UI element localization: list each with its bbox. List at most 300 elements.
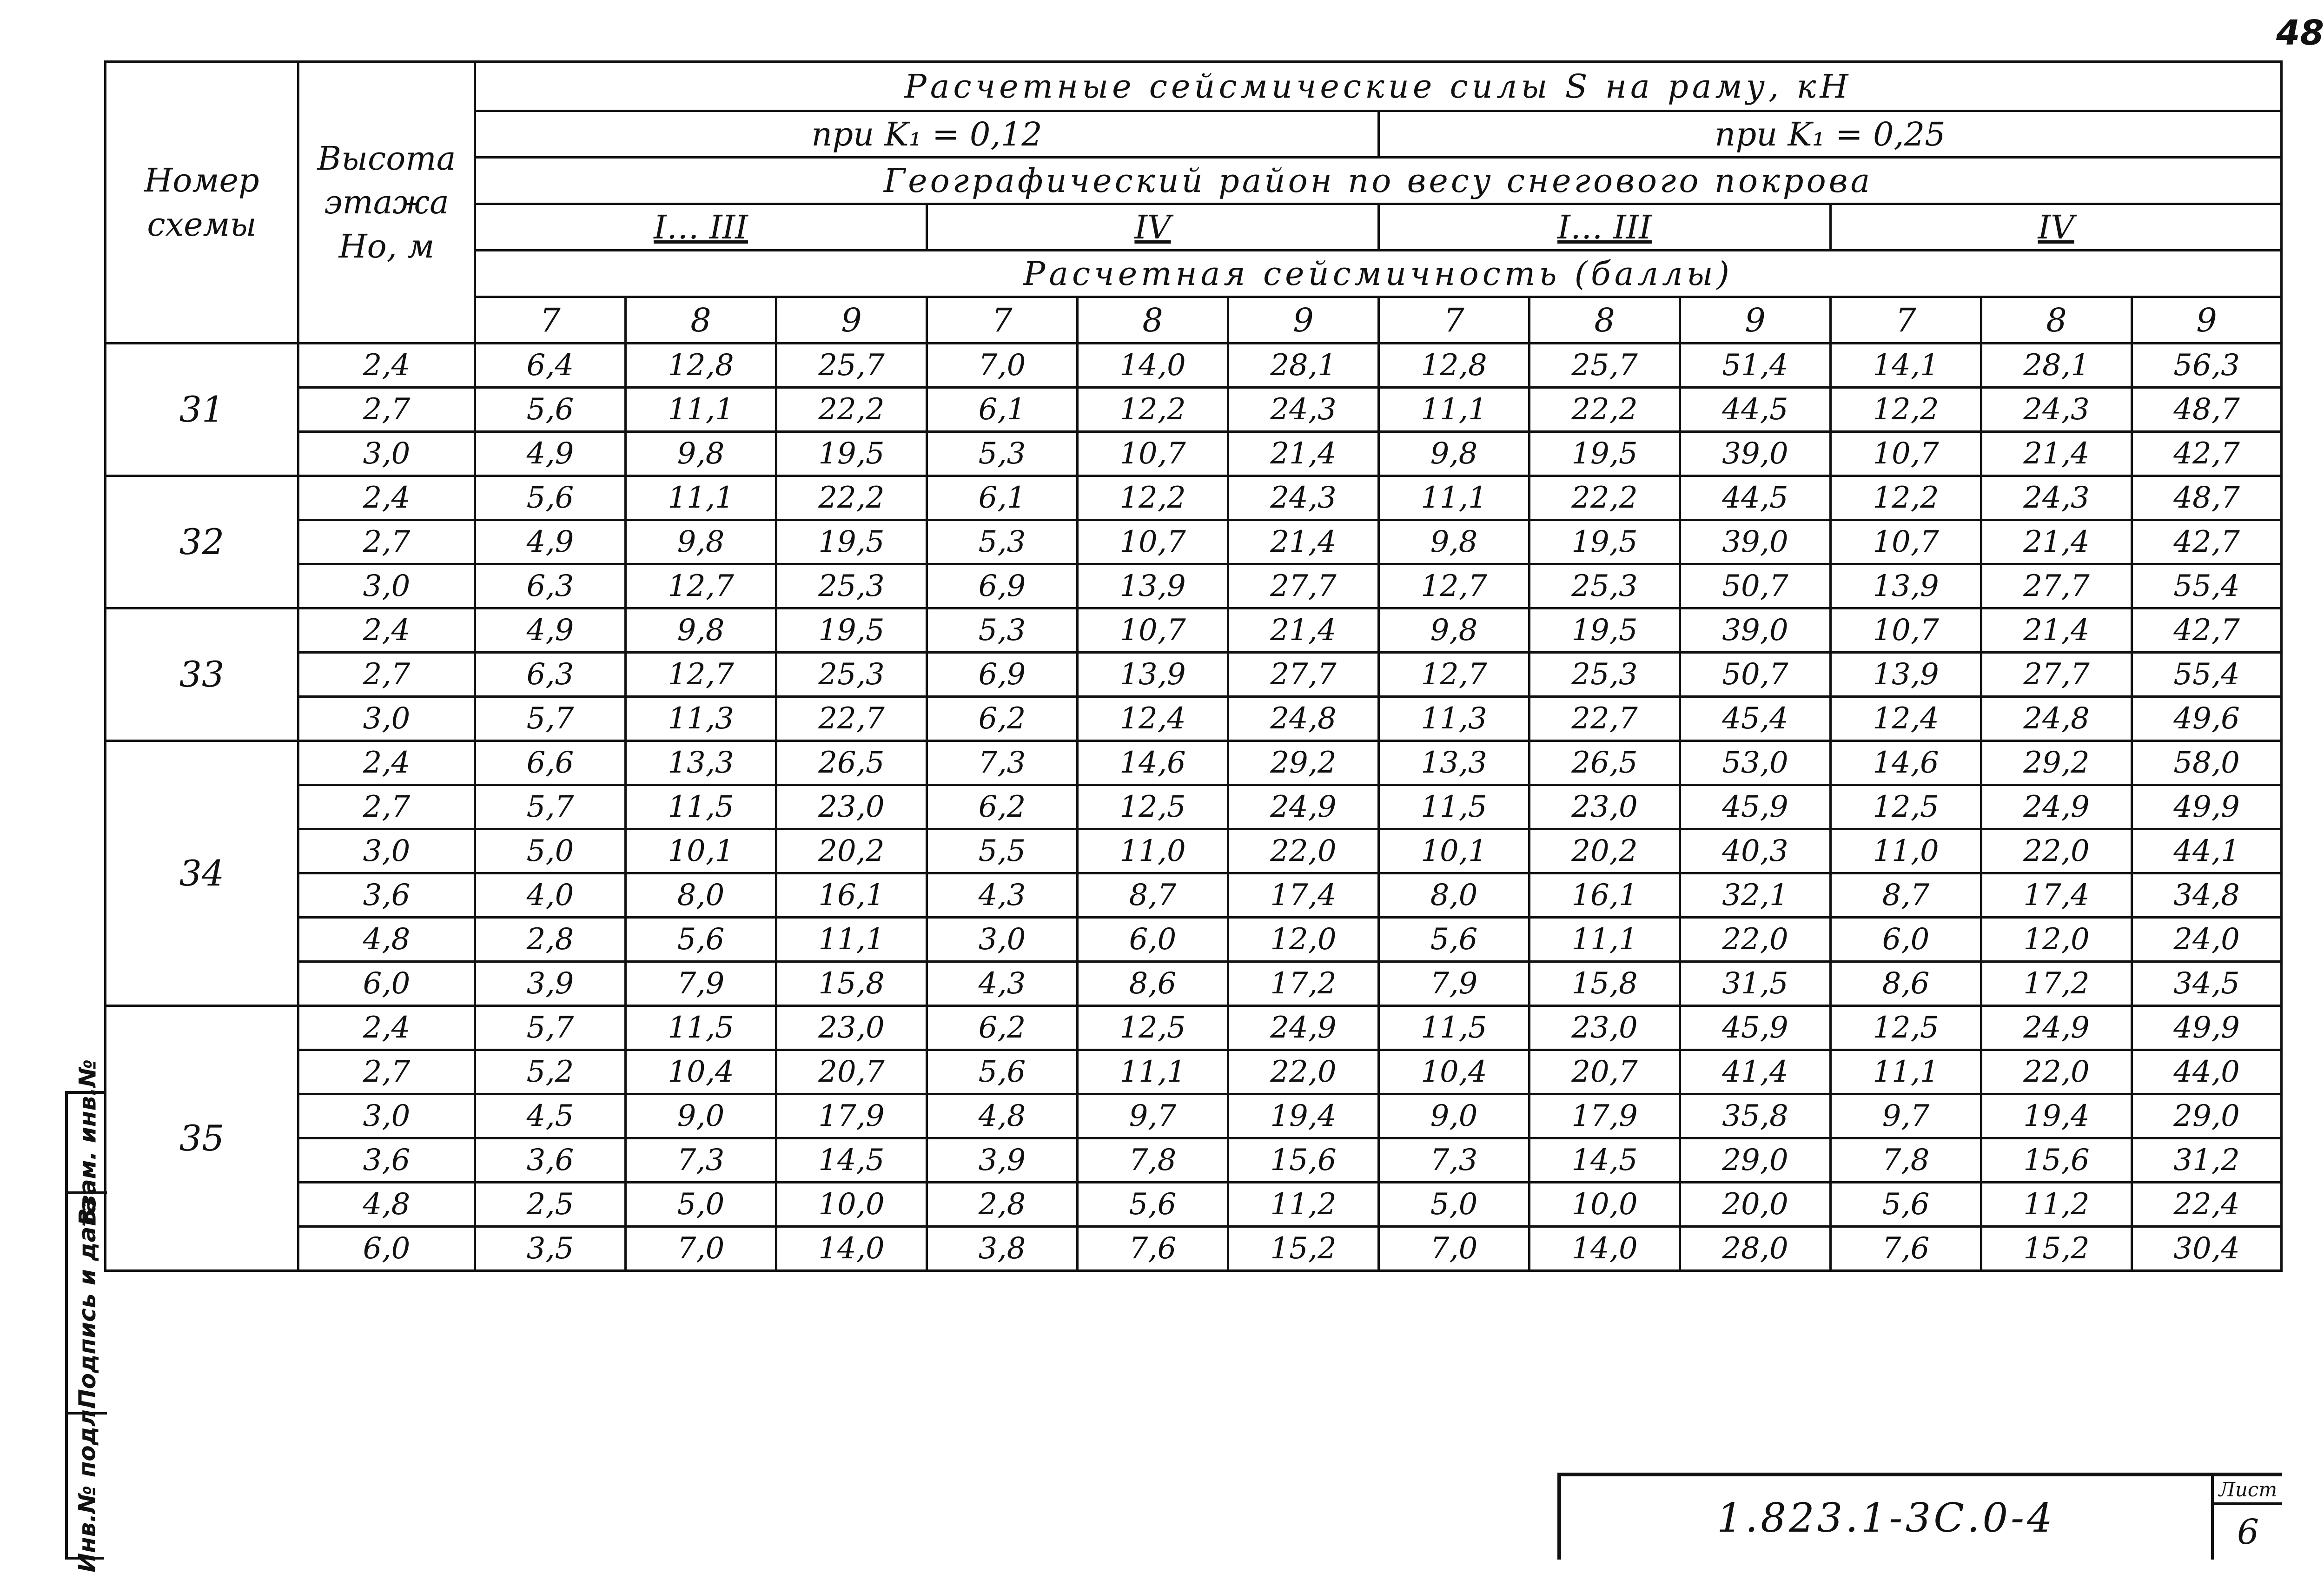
force-value-cell: 19,5: [1529, 608, 1680, 653]
force-value-cell: 5,6: [1379, 918, 1529, 962]
force-value-cell: 15,6: [1981, 1138, 2132, 1183]
floor-height-cell: 2,4: [298, 1006, 475, 1050]
force-value-cell: 41,4: [1680, 1050, 1831, 1094]
force-value-cell: 4,3: [927, 873, 1078, 918]
scheme-number-cell: 31: [106, 344, 298, 476]
force-value-cell: 7,9: [1379, 962, 1529, 1006]
seismicity-point-header: 8: [1078, 297, 1228, 344]
sheet-label: Лист: [2214, 1476, 2282, 1505]
force-value-cell: 44,0: [2132, 1050, 2282, 1094]
table-row: [106, 697, 2282, 741]
force-value-cell: 23,0: [1529, 785, 1680, 829]
force-value-cell: 34,5: [2132, 962, 2282, 1006]
force-value-cell: 6,4: [475, 344, 626, 388]
force-value-cell: 10,1: [1379, 829, 1529, 873]
table-row: [106, 962, 2282, 1006]
seismicity-header: Расчетная сейсмичность (баллы): [475, 251, 2282, 297]
force-value-cell: 8,6: [1831, 962, 1981, 1006]
force-value-cell: 12,7: [1379, 564, 1529, 608]
force-value-cell: 12,5: [1831, 1006, 1981, 1050]
force-value-cell: 6,0: [1831, 918, 1981, 962]
force-value-cell: 22,2: [1529, 388, 1680, 432]
force-value-cell: 19,4: [1981, 1094, 2132, 1138]
force-value-cell: 12,8: [1379, 344, 1529, 388]
force-value-cell: 9,0: [1379, 1094, 1529, 1138]
force-value-cell: 11,5: [626, 1006, 776, 1050]
force-value-cell: 25,3: [776, 564, 927, 608]
force-value-cell: 12,8: [626, 344, 776, 388]
seismicity-point-header: 7: [475, 297, 626, 344]
force-value-cell: 24,9: [1981, 785, 2132, 829]
page-number: 48: [2276, 13, 2324, 53]
table-row: [106, 520, 2282, 564]
force-value-cell: 13,9: [1078, 653, 1228, 697]
force-value-cell: 5,6: [626, 918, 776, 962]
force-value-cell: 5,6: [475, 476, 626, 520]
force-value-cell: 7,0: [626, 1227, 776, 1271]
force-value-cell: 22,7: [1529, 697, 1680, 741]
force-value-cell: 16,1: [776, 873, 927, 918]
seismicity-point-header: 7: [927, 297, 1078, 344]
scheme-number-cell: 34: [106, 741, 298, 1006]
force-value-cell: 26,5: [1529, 741, 1680, 785]
force-value-cell: 45,9: [1680, 785, 1831, 829]
force-value-cell: 7,3: [927, 741, 1078, 785]
force-value-cell: 13,3: [1379, 741, 1529, 785]
force-value-cell: 10,7: [1078, 432, 1228, 476]
force-value-cell: 12,7: [626, 653, 776, 697]
force-value-cell: 23,0: [776, 785, 927, 829]
force-value-cell: 22,0: [1228, 829, 1379, 873]
force-value-cell: 7,8: [1831, 1138, 1981, 1183]
force-value-cell: 4,0: [475, 873, 626, 918]
force-value-cell: 12,4: [1831, 697, 1981, 741]
force-value-cell: 21,4: [1981, 520, 2132, 564]
force-value-cell: 12,5: [1078, 1006, 1228, 1050]
force-value-cell: 31,2: [2132, 1138, 2282, 1183]
force-value-cell: 10,4: [626, 1050, 776, 1094]
force-value-cell: 22,4: [2132, 1183, 2282, 1227]
force-value-cell: 6,9: [927, 564, 1078, 608]
force-value-cell: 49,9: [2132, 785, 2282, 829]
force-value-cell: 17,4: [1981, 873, 2132, 918]
force-value-cell: 7,9: [626, 962, 776, 1006]
force-value-cell: 7,6: [1831, 1227, 1981, 1271]
region-4-header: IV: [927, 204, 1379, 251]
force-value-cell: 25,7: [776, 344, 927, 388]
force-value-cell: 8,6: [1078, 962, 1228, 1006]
sheet-cell: [2211, 1476, 2282, 1560]
force-value-cell: 19,5: [776, 608, 927, 653]
force-value-cell: 10,7: [1078, 608, 1228, 653]
force-value-cell: 5,6: [475, 388, 626, 432]
force-value-cell: 22,2: [1529, 476, 1680, 520]
force-value-cell: 14,6: [1078, 741, 1228, 785]
table-row: [106, 1050, 2282, 1094]
force-value-cell: 11,3: [1379, 697, 1529, 741]
seismicity-point-header: 7: [1831, 297, 1981, 344]
force-value-cell: 13,9: [1831, 653, 1981, 697]
table-row: [106, 873, 2282, 918]
force-value-cell: 5,6: [1831, 1183, 1981, 1227]
force-value-cell: 3,9: [475, 962, 626, 1006]
force-value-cell: 4,8: [927, 1094, 1078, 1138]
force-value-cell: 7,3: [626, 1138, 776, 1183]
force-value-cell: 22,2: [776, 388, 927, 432]
force-value-cell: 17,4: [1228, 873, 1379, 918]
force-value-cell: 27,7: [1981, 564, 2132, 608]
force-value-cell: 24,9: [1228, 1006, 1379, 1050]
force-value-cell: 26,5: [776, 741, 927, 785]
force-value-cell: 17,9: [776, 1094, 927, 1138]
force-value-cell: 14,1: [1831, 344, 1981, 388]
force-value-cell: 7,6: [1078, 1227, 1228, 1271]
force-value-cell: 45,9: [1680, 1006, 1831, 1050]
force-value-cell: 20,7: [776, 1050, 927, 1094]
seismic-forces-table: [104, 60, 2283, 1272]
sign-date-label: Подпись и дата: [74, 1197, 101, 1409]
force-value-cell: 42,7: [2132, 520, 2282, 564]
force-value-cell: 6,2: [927, 697, 1078, 741]
region-1-3-header-b: I… III: [1379, 204, 1831, 251]
force-value-cell: 17,9: [1529, 1094, 1680, 1138]
force-value-cell: 51,4: [1680, 344, 1831, 388]
force-value-cell: 6,2: [927, 785, 1078, 829]
force-value-cell: 11,0: [1831, 829, 1981, 873]
force-value-cell: 22,0: [1981, 829, 2132, 873]
force-value-cell: 48,7: [2132, 388, 2282, 432]
force-value-cell: 24,0: [2132, 918, 2282, 962]
force-value-cell: 21,4: [1981, 432, 2132, 476]
force-value-cell: 45,4: [1680, 697, 1831, 741]
force-value-cell: 58,0: [2132, 741, 2282, 785]
force-value-cell: 29,0: [2132, 1094, 2282, 1138]
force-value-cell: 55,4: [2132, 564, 2282, 608]
force-value-cell: 10,7: [1831, 608, 1981, 653]
table-row: [106, 741, 2282, 785]
force-value-cell: 5,3: [927, 432, 1078, 476]
force-value-cell: 16,1: [1529, 873, 1680, 918]
force-value-cell: 6,1: [927, 476, 1078, 520]
force-value-cell: 10,7: [1831, 520, 1981, 564]
force-value-cell: 14,5: [776, 1138, 927, 1183]
force-value-cell: 2,8: [927, 1183, 1078, 1227]
force-value-cell: 53,0: [1680, 741, 1831, 785]
force-value-cell: 31,5: [1680, 962, 1831, 1006]
force-value-cell: 6,6: [475, 741, 626, 785]
force-value-cell: 11,1: [626, 476, 776, 520]
force-value-cell: 21,4: [1228, 608, 1379, 653]
force-value-cell: 5,2: [475, 1050, 626, 1094]
force-value-cell: 5,0: [1379, 1183, 1529, 1227]
force-value-cell: 25,3: [776, 653, 927, 697]
force-value-cell: 14,0: [1078, 344, 1228, 388]
k1-012-header: при K₁ = 0,12: [475, 111, 1379, 158]
floor-height-header: Высота этажа Hо, м: [298, 62, 475, 344]
force-value-cell: 7,0: [927, 344, 1078, 388]
force-value-cell: 19,5: [1529, 432, 1680, 476]
force-value-cell: 10,7: [1078, 520, 1228, 564]
force-value-cell: 21,4: [1228, 520, 1379, 564]
force-value-cell: 5,7: [475, 785, 626, 829]
floor-height-cell: 2,4: [298, 741, 475, 785]
force-value-cell: 14,0: [776, 1227, 927, 1271]
force-value-cell: 5,7: [475, 697, 626, 741]
force-value-cell: 5,3: [927, 608, 1078, 653]
table-row: [106, 1183, 2282, 1227]
force-value-cell: 20,7: [1529, 1050, 1680, 1094]
force-value-cell: 24,9: [1981, 1006, 2132, 1050]
floor-height-cell: 2,4: [298, 344, 475, 388]
force-value-cell: 55,4: [2132, 653, 2282, 697]
seismicity-point-header: 7: [1379, 297, 1529, 344]
force-value-cell: 9,8: [1379, 520, 1529, 564]
table-row: [106, 388, 2282, 432]
force-value-cell: 32,1: [1680, 873, 1831, 918]
seismicity-point-header: 9: [776, 297, 927, 344]
force-value-cell: 8,7: [1078, 873, 1228, 918]
force-value-cell: 7,8: [1078, 1138, 1228, 1183]
force-value-cell: 11,1: [1831, 1050, 1981, 1094]
force-value-cell: 9,8: [1379, 608, 1529, 653]
force-value-cell: 14,5: [1529, 1138, 1680, 1183]
force-value-cell: 9,8: [626, 432, 776, 476]
seismicity-point-header: 9: [1680, 297, 1831, 344]
force-value-cell: 25,3: [1529, 564, 1680, 608]
force-value-cell: 49,9: [2132, 1006, 2282, 1050]
floor-height-cell: 3,0: [298, 432, 475, 476]
force-value-cell: 28,1: [1228, 344, 1379, 388]
force-value-cell: 9,0: [626, 1094, 776, 1138]
force-value-cell: 3,6: [475, 1138, 626, 1183]
force-value-cell: 27,7: [1228, 564, 1379, 608]
force-value-cell: 44,5: [1680, 388, 1831, 432]
region-4-header-b: IV: [1831, 204, 2282, 251]
force-value-cell: 13,9: [1078, 564, 1228, 608]
table-row: [106, 476, 2282, 520]
force-value-cell: 4,9: [475, 520, 626, 564]
floor-height-cell: 2,7: [298, 785, 475, 829]
force-value-cell: 24,3: [1228, 476, 1379, 520]
region-1-3-header: I… III: [475, 204, 927, 251]
force-value-cell: 29,2: [1981, 741, 2132, 785]
force-value-cell: 20,2: [776, 829, 927, 873]
table-row: [106, 1138, 2282, 1183]
force-value-cell: 14,0: [1529, 1227, 1680, 1271]
force-value-cell: 22,7: [776, 697, 927, 741]
force-value-cell: 3,5: [475, 1227, 626, 1271]
table-row: [106, 564, 2282, 608]
force-value-cell: 5,5: [927, 829, 1078, 873]
force-value-cell: 11,3: [626, 697, 776, 741]
seismicity-point-header: 9: [1228, 297, 1379, 344]
inv-no-label: Инв.№ подл.: [74, 1401, 101, 1573]
force-value-cell: 22,0: [1981, 1050, 2132, 1094]
force-value-cell: 5,3: [927, 520, 1078, 564]
force-value-cell: 10,0: [1529, 1183, 1680, 1227]
table-title: Расчетные сейсмические силы S на раму, кН: [475, 62, 2282, 111]
force-value-cell: 6,9: [927, 653, 1078, 697]
scheme-number-header: Номер схемы: [106, 62, 298, 344]
force-value-cell: 5,0: [475, 829, 626, 873]
seismicity-point-header: 8: [1529, 297, 1680, 344]
force-value-cell: 12,2: [1078, 476, 1228, 520]
table-row: [106, 829, 2282, 873]
force-value-cell: 2,5: [475, 1183, 626, 1227]
force-value-cell: 12,5: [1078, 785, 1228, 829]
force-value-cell: 11,1: [1078, 1050, 1228, 1094]
force-value-cell: 34,8: [2132, 873, 2282, 918]
force-value-cell: 20,2: [1529, 829, 1680, 873]
force-value-cell: 15,2: [1228, 1227, 1379, 1271]
force-value-cell: 23,0: [776, 1006, 927, 1050]
k1-025-header: при K₁ = 0,25: [1379, 111, 2282, 158]
force-value-cell: 3,9: [927, 1138, 1078, 1183]
floor-height-cell: 2,7: [298, 653, 475, 697]
force-value-cell: 9,8: [1379, 432, 1529, 476]
force-value-cell: 23,0: [1529, 1006, 1680, 1050]
force-value-cell: 15,2: [1981, 1227, 2132, 1271]
floor-height-cell: 3,0: [298, 564, 475, 608]
force-value-cell: 8,0: [1379, 873, 1529, 918]
document-code: 1.823.1-3С.0-4: [1717, 1494, 2055, 1541]
force-value-cell: 11,5: [1379, 785, 1529, 829]
force-value-cell: 21,4: [1981, 608, 2132, 653]
force-value-cell: 11,1: [626, 388, 776, 432]
force-value-cell: 8,0: [626, 873, 776, 918]
floor-height-cell: 3,0: [298, 829, 475, 873]
force-value-cell: 42,7: [2132, 432, 2282, 476]
force-value-cell: 10,4: [1379, 1050, 1529, 1094]
force-value-cell: 8,7: [1831, 873, 1981, 918]
force-value-cell: 22,0: [1228, 1050, 1379, 1094]
force-value-cell: 19,5: [776, 520, 927, 564]
force-value-cell: 6,3: [475, 653, 626, 697]
force-value-cell: 5,0: [626, 1183, 776, 1227]
force-value-cell: 39,0: [1680, 608, 1831, 653]
force-value-cell: 12,2: [1831, 476, 1981, 520]
force-value-cell: 15,8: [1529, 962, 1680, 1006]
floor-height-cell: 2,7: [298, 520, 475, 564]
force-value-cell: 22,2: [776, 476, 927, 520]
force-value-cell: 24,8: [1981, 697, 2132, 741]
table-row: [106, 1227, 2282, 1271]
floor-height-cell: 3,0: [298, 1094, 475, 1138]
force-value-cell: 29,0: [1680, 1138, 1831, 1183]
force-value-cell: 12,7: [626, 564, 776, 608]
force-value-cell: 19,5: [1529, 520, 1680, 564]
force-value-cell: 7,3: [1379, 1138, 1529, 1183]
floor-height-cell: 6,0: [298, 962, 475, 1006]
force-value-cell: 6,2: [927, 1006, 1078, 1050]
force-value-cell: 6,1: [927, 388, 1078, 432]
seismicity-point-header: 8: [1981, 297, 2132, 344]
force-value-cell: 29,2: [1228, 741, 1379, 785]
force-value-cell: 24,8: [1228, 697, 1379, 741]
table-row: [106, 344, 2282, 388]
force-value-cell: 56,3: [2132, 344, 2282, 388]
table-row: [106, 1094, 2282, 1138]
force-value-cell: 13,9: [1831, 564, 1981, 608]
force-value-cell: 28,0: [1680, 1227, 1831, 1271]
force-value-cell: 10,1: [626, 829, 776, 873]
force-value-cell: 11,1: [776, 918, 927, 962]
inv-no-label-cell: [68, 1401, 107, 1573]
force-value-cell: 11,2: [1228, 1183, 1379, 1227]
force-value-cell: 39,0: [1680, 520, 1831, 564]
force-value-cell: 20,0: [1680, 1183, 1831, 1227]
force-value-cell: 10,7: [1831, 432, 1981, 476]
seismicity-point-header: 8: [626, 297, 776, 344]
force-value-cell: 28,1: [1981, 344, 2132, 388]
force-value-cell: 27,7: [1981, 653, 2132, 697]
force-value-cell: 5,6: [927, 1050, 1078, 1094]
force-value-cell: 27,7: [1228, 653, 1379, 697]
scheme-number-cell: 35: [106, 1006, 298, 1271]
floor-height-cell: 2,4: [298, 476, 475, 520]
floor-height-cell: 3,0: [298, 697, 475, 741]
floor-height-cell: 4,8: [298, 918, 475, 962]
force-value-cell: 24,3: [1981, 388, 2132, 432]
force-value-cell: 42,7: [2132, 608, 2282, 653]
force-value-cell: 19,4: [1228, 1094, 1379, 1138]
force-value-cell: 12,0: [1228, 918, 1379, 962]
sheet-number: 6: [2237, 1512, 2259, 1552]
floor-height-cell: 2,4: [298, 608, 475, 653]
force-value-cell: 25,3: [1529, 653, 1680, 697]
force-value-cell: 48,7: [2132, 476, 2282, 520]
force-value-cell: 14,6: [1831, 741, 1981, 785]
force-value-cell: 4,9: [475, 608, 626, 653]
force-value-cell: 6,3: [475, 564, 626, 608]
force-value-cell: 9,8: [626, 520, 776, 564]
table-row: [106, 918, 2282, 962]
force-value-cell: 2,8: [475, 918, 626, 962]
force-value-cell: 15,8: [776, 962, 927, 1006]
force-value-cell: 12,0: [1981, 918, 2132, 962]
title-block: [1557, 1473, 2282, 1560]
force-value-cell: 49,6: [2132, 697, 2282, 741]
force-value-cell: 25,7: [1529, 344, 1680, 388]
force-value-cell: 35,8: [1680, 1094, 1831, 1138]
force-value-cell: 11,5: [1379, 1006, 1529, 1050]
force-value-cell: 11,1: [1529, 918, 1680, 962]
force-value-cell: 13,3: [626, 741, 776, 785]
table-row: [106, 608, 2282, 653]
force-value-cell: 11,2: [1981, 1183, 2132, 1227]
force-value-cell: 7,0: [1379, 1227, 1529, 1271]
force-value-cell: 4,5: [475, 1094, 626, 1138]
force-value-cell: 50,7: [1680, 564, 1831, 608]
floor-height-cell: 3,6: [298, 1138, 475, 1183]
force-value-cell: 40,3: [1680, 829, 1831, 873]
scheme-number-cell: 32: [106, 476, 298, 608]
force-value-cell: 30,4: [2132, 1227, 2282, 1271]
force-value-cell: 50,7: [1680, 653, 1831, 697]
floor-height-cell: 2,7: [298, 1050, 475, 1094]
seismicity-point-header: 9: [2132, 297, 2282, 344]
force-value-cell: 17,2: [1981, 962, 2132, 1006]
force-value-cell: 5,6: [1078, 1183, 1228, 1227]
force-value-cell: 6,0: [1078, 918, 1228, 962]
force-value-cell: 21,4: [1228, 432, 1379, 476]
replace-inv-label: Взам. инв.№: [74, 1059, 101, 1226]
force-value-cell: 24,3: [1228, 388, 1379, 432]
scheme-number-cell: 33: [106, 608, 298, 741]
force-value-cell: 11,0: [1078, 829, 1228, 873]
force-value-cell: 9,8: [626, 608, 776, 653]
force-value-cell: 12,4: [1078, 697, 1228, 741]
